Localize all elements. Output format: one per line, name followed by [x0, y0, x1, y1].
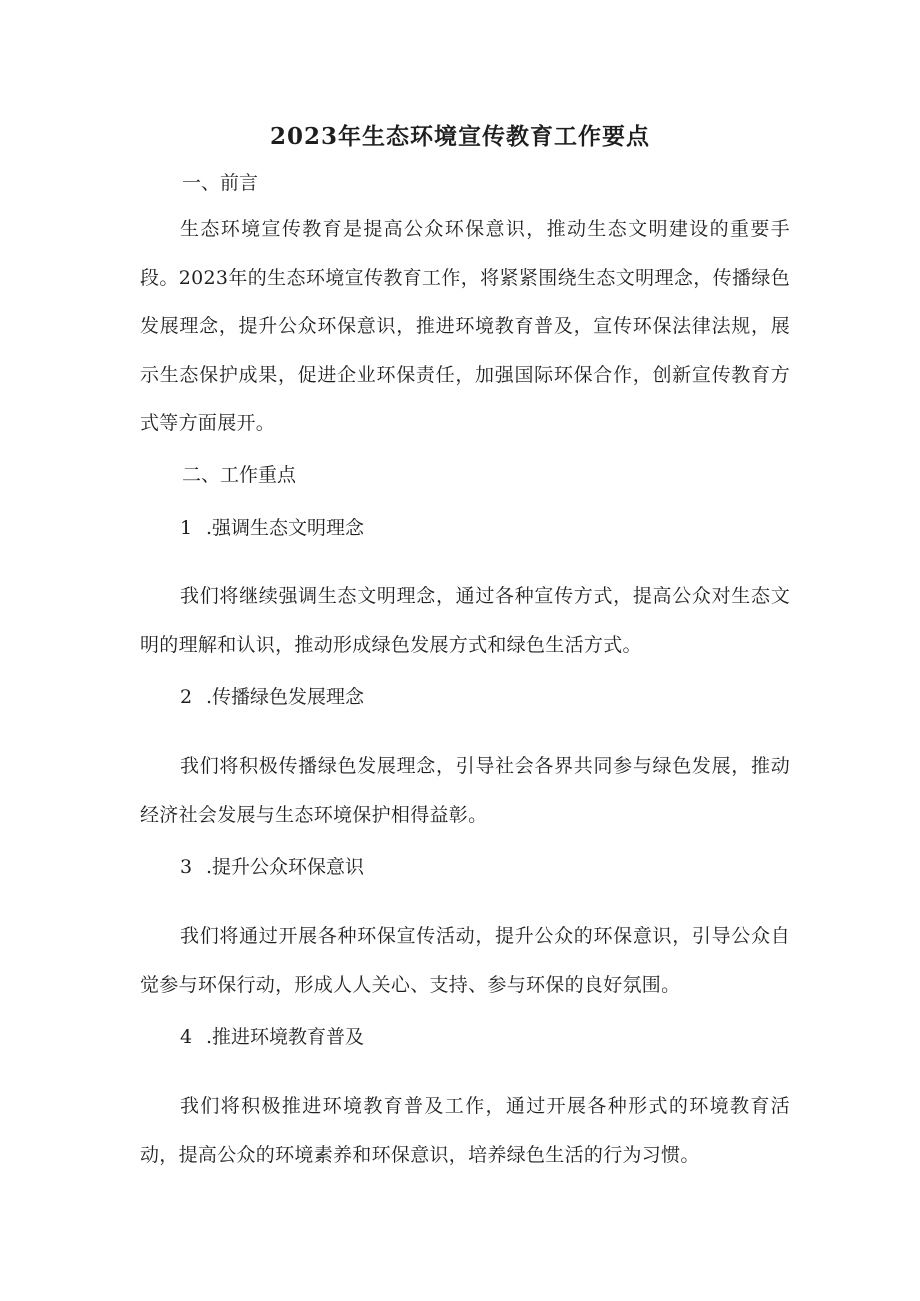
item-title: .强调生态文明理念 [206, 517, 365, 539]
item-number: 4 [180, 1026, 193, 1048]
item-title: .传播绿色发展理念 [206, 686, 365, 708]
item-number: 1 [180, 517, 193, 539]
intro-paragraph: 生态环境宣传教育是提高公众环保意识，推动生态文明建设的重要手段。2023年的生态环境宣传教育工作，将紧紧围绕生态文明理念，传播绿色发展理念，提升公众环保意识，推进环境教育普及，宣传环保法律法规，展示生态保护成果，促进企业环保责任，加强国际环保合作，创新宣传教育方式等方面展开。 [140, 218, 790, 434]
item-paragraph-3: 我们将通过开展各种环保宣传活动，提升公众的环保意识，引导公众自觉参与环保行动，形成人人关心、支持、参与环保的良好氛围。 [140, 925, 790, 996]
item-paragraph-1: 我们将继续强调生态文明理念，通过各种宣传方式，提高公众对生态文明的理解和认识，推动形成绿色发展方式和绿色生活方式。 [140, 585, 790, 656]
item-title: .提升公众环保意识 [206, 856, 365, 878]
item-number: 2 [180, 686, 193, 708]
item-title: .推进环境教育普及 [206, 1026, 365, 1048]
item-heading-1 [180, 513, 364, 543]
item-paragraph-4: 我们将积极推进环境教育普及工作，通过开展各种形式的环境教育活动，提高公众的环境素养和环保意识，培养绿色生活的行为习惯。 [140, 1095, 790, 1166]
section-heading-key-points: 二、工作重点 [182, 464, 297, 486]
item-number: 3 [180, 856, 193, 878]
section-heading-preface: 一、前言 [182, 172, 259, 194]
document-title: 2023年生态环境宣传教育工作要点 [269, 123, 650, 150]
item-heading-3 [180, 852, 364, 882]
item-heading-2 [180, 682, 364, 712]
item-heading-4 [180, 1022, 364, 1052]
item-paragraph-2: 我们将积极传播绿色发展理念，引导社会各界共同参与绿色发展，推动经济社会发展与生态环境保护相得益彰。 [140, 755, 790, 826]
